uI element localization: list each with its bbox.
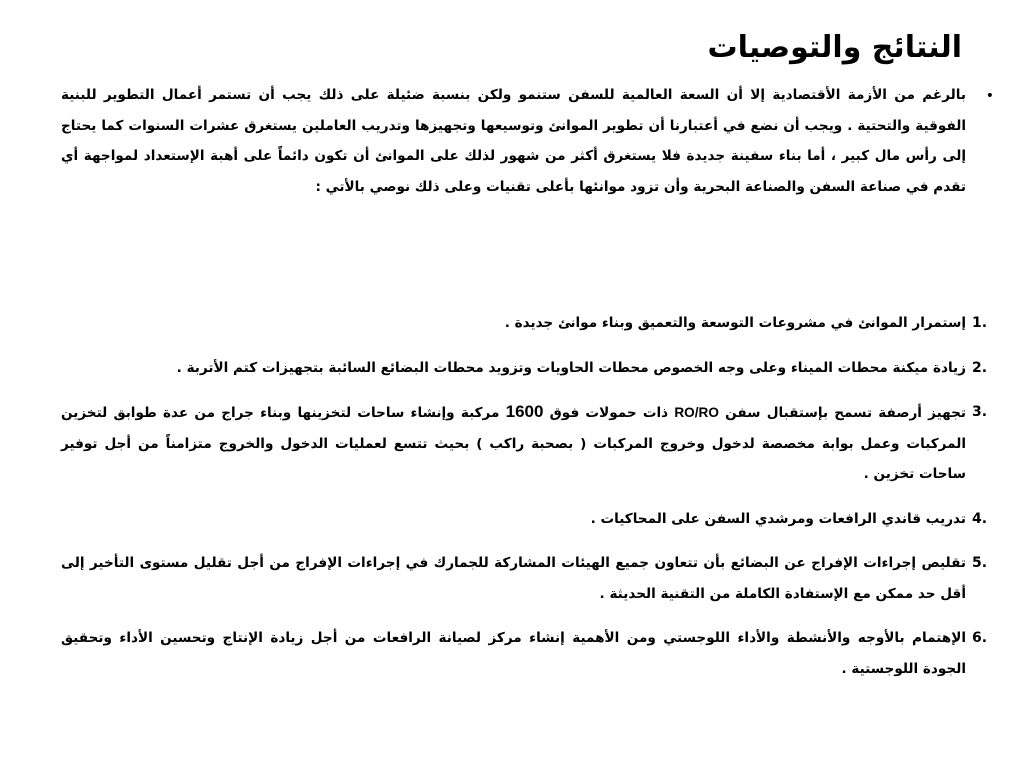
list-item bbox=[61, 397, 988, 490]
vehicle-count: 1600 bbox=[505, 402, 544, 421]
item-number: 5. bbox=[972, 555, 988, 571]
list-item bbox=[61, 353, 988, 384]
item-text: تدريب قاندي الرافعات ومرشدي السفن على المحاكيات . bbox=[590, 510, 966, 527]
item-number: 1. bbox=[972, 315, 988, 331]
item-number: 2. bbox=[972, 359, 988, 376]
intro-paragraph bbox=[61, 80, 994, 202]
item-number: 4. bbox=[972, 510, 988, 527]
list-item bbox=[61, 623, 988, 684]
list-item bbox=[61, 308, 988, 339]
list-item bbox=[61, 548, 988, 609]
slide-title: النتائج والتوصيات bbox=[707, 30, 962, 65]
item-text: تقليص إجراءات الإفراج عن البضائع بأن تتعاون جميع الهيئات المشاركة للجمارك في إجراءات الإفراج من أجل تقليل مستوى التأخير إلى أقل حد ممكن مع الإستفادة الكاملة من التقنية الحديثة . bbox=[61, 555, 966, 602]
recommendations-list bbox=[61, 308, 988, 684]
item-number: 3. bbox=[972, 404, 988, 420]
item-text-part: ذات حمولات فوق bbox=[549, 405, 669, 421]
item-number: 6. bbox=[972, 630, 988, 646]
item-text: إستمرار الموانئ في مشروعات التوسعة والتعميق وبناء موانئ جديدة . bbox=[504, 315, 966, 331]
roro-code: RO/RO bbox=[674, 405, 719, 420]
item-text-part: تجهيز أرصفة تسمح بإستقبال سفن bbox=[725, 405, 967, 421]
bullet-icon: • bbox=[985, 88, 994, 104]
list-item bbox=[61, 504, 988, 535]
intro-text: بالرغم من الأزمة الأقتصادية إلا أن السعة العالمية للسفن ستنمو ولكن بنسبة ضئيلة على ذلك يجب أن تستمر أعمال التطوير للبنية الفوقية والتحتية . ويجب أن نضع في أعتبارنا أن تطوير الموانئ وتوسيعها وتجهيزها وتدريب العاملين يستغرق عشرات السنوات كما يحتاج إلى رأس مال كبير ، أما بناء سفينة جديدة فلا يستغرق أكثر من شهور لذلك على الموانئ أن تكون دائماً على أهبة الإستعداد لمواجهة أي تقدم في صناعة السفن والصناعة البحرية وأن تزود موانئها بأعلى تقنيات وعلى ذلك نوصي بالأتي : bbox=[61, 87, 966, 195]
item-text-part: مركبة وإنشاء ساحات لتخزينها وبناء جراج من عدة طوابق لتخزين المركبات وعمل بوابة مخصصة لدخول وخروج المركبات ( بصحبة راكب ) بحيث تتسع لعمليات الدخول والخروج متزامناً من أجل توفير ساحات تخزين . bbox=[61, 405, 966, 482]
item-text bbox=[61, 397, 966, 490]
item-text: زيادة ميكنة محطات الميناء وعلى وجه الخصوص محطات الحاويات وتزويد محطات البضائع السائبة بتجهيزات كتم الأتربة . bbox=[176, 359, 966, 376]
item-text: الإهتمام بالأوجه والأنشطة والأداء اللوجستي ومن الأهمية إنشاء مركز لصيانة الرافعات من أجل زيادة الإنتاج وتحسين الأداء وتحقيق الجودة اللوجستية . bbox=[61, 630, 966, 677]
